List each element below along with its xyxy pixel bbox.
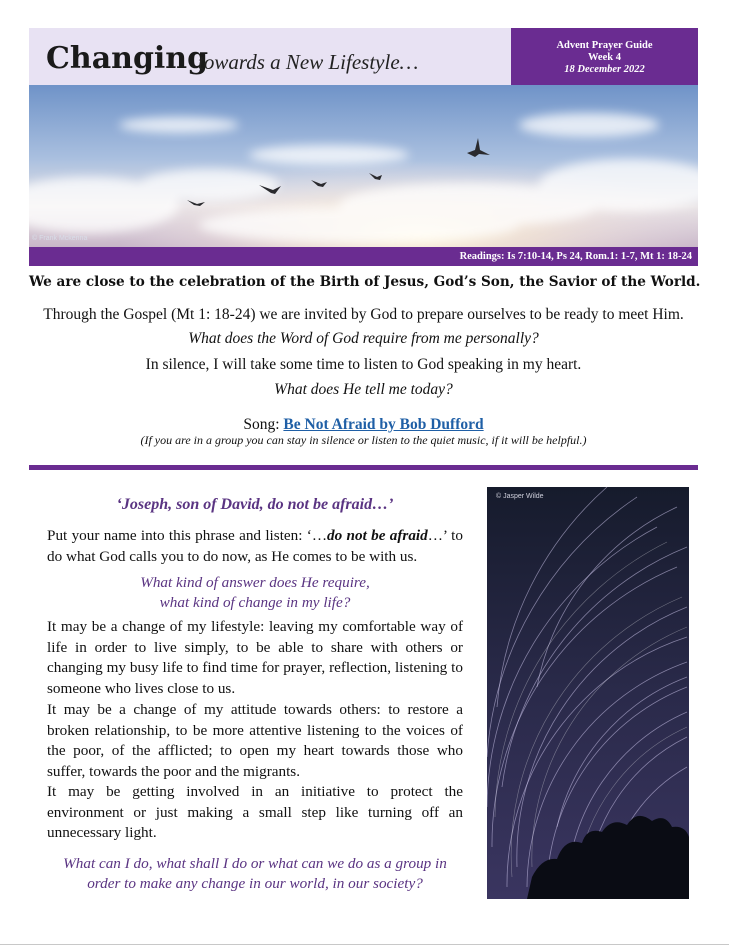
guide-week: Week 4	[588, 52, 621, 63]
silence-line: In silence, I will take some time to listen to God speaking in my heart.	[145, 356, 582, 373]
paragraph-lifestyle: It may be a change of my lifestyle: leaving my comfortable way of life in order to live simply, to be able to share with others or changing my busy life to find time for prayer, reflection, listening to someone who lives close to us.	[47, 618, 463, 697]
answer-question-line2: what kind of change in my life?	[159, 594, 351, 611]
song-link[interactable]: Be Not Afraid by Bob Dufford	[283, 416, 484, 433]
sky-birds-photo	[29, 85, 698, 247]
p1-emphasis: do not be afraid	[327, 527, 428, 544]
reflection-question-1: What does the Word of God require from me personally?	[188, 330, 539, 347]
guide-info-box	[511, 28, 698, 85]
star-photo-credit: © Jasper Wilde	[496, 493, 544, 500]
sky-birds-image	[29, 85, 698, 247]
group-question-line2: order to make any change in our world, in our society?	[87, 875, 423, 892]
gospel-invitation: Through the Gospel (Mt 1: 18-24) we are invited by God to prepare ourselves to be ready to meet Him.	[43, 306, 684, 323]
p1-start: Put your name into this phrase and listen: ‘…	[47, 527, 328, 544]
page-title: Changing	[46, 41, 209, 76]
answer-question	[47, 573, 463, 613]
guide-date: 18 December 2022	[564, 64, 645, 75]
group-note: (If you are in a group you can stay in silence or listen to the quiet music, if it will be helpful.)	[140, 433, 587, 447]
song-label: Song:	[243, 416, 284, 433]
star-trails-photo	[487, 487, 689, 899]
paragraph-environment: It may be getting involved in an initiative to protect the environment or just making a small step like turning off an unnecessary light.	[47, 783, 463, 842]
star-trails-image	[487, 487, 689, 899]
section-divider	[29, 465, 698, 470]
readings-bar: Readings: Is 7:10-14, Ps 24, Rom.1: 1-7, Mt 1: 18-24	[29, 247, 698, 266]
song-line	[29, 416, 698, 434]
footer-rule	[0, 944, 729, 945]
guide-title: Advent Prayer Guide	[556, 40, 653, 51]
answer-question-line1: What kind of answer does He require,	[140, 574, 370, 591]
group-question	[47, 854, 463, 894]
paragraph-attitude: It may be a change of my attitude towards others: to restore a broken relationship, to be more attentive listening to the voices of the poor, of the afflicted; to open my heart towards those who suffer, towards the poor and the migrants.	[47, 701, 463, 780]
page-subtitle: towards a New Lifestyle…	[198, 50, 419, 74]
sky-photo-credit: © Frank Mckenna	[32, 235, 88, 242]
reflection-title: ‘Joseph, son of David, do not be afraid…’	[116, 496, 394, 513]
paragraph-name-phrase	[47, 526, 463, 567]
reflection-question-2: What does He tell me today?	[274, 381, 453, 398]
group-question-line1: What can I do, what shall I do or what can we do as a group in	[63, 855, 447, 872]
lead-statement: We are close to the celebration of the Birth of Jesus, God’s Son, the Savior of the World.	[29, 274, 701, 290]
p1-end: …’ to do what God calls you to do now, as He comes to be with us.	[47, 527, 463, 565]
